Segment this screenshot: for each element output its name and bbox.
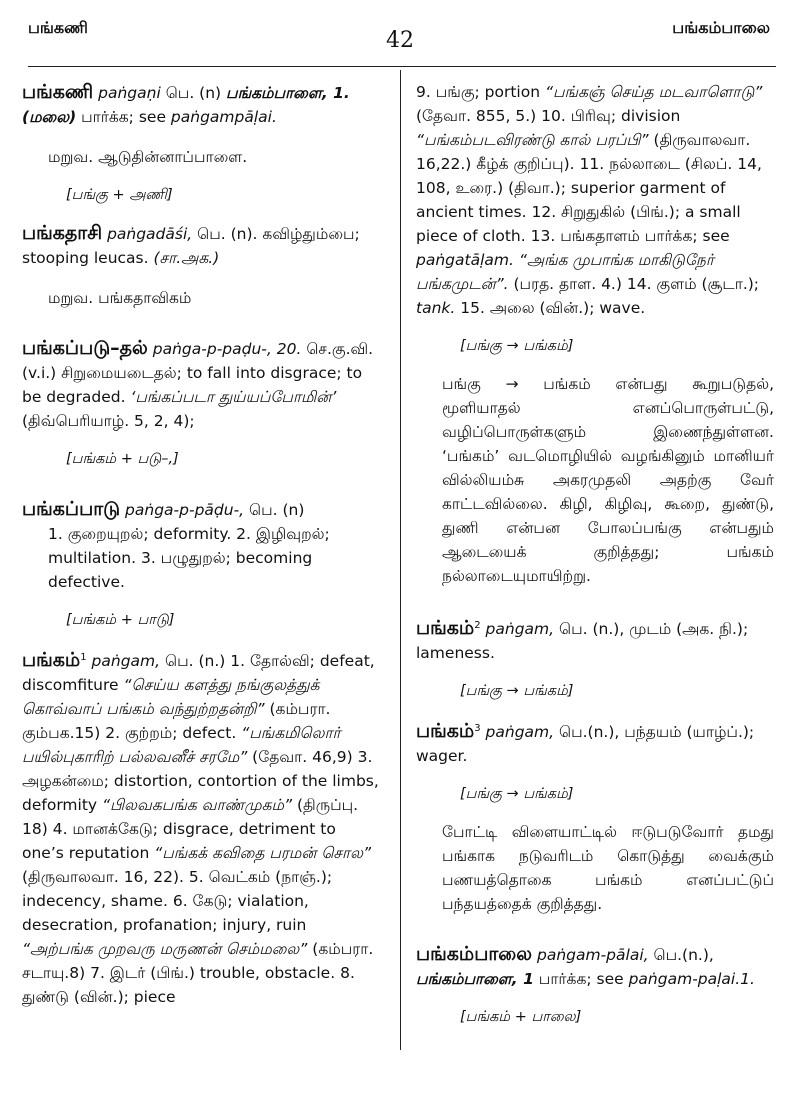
sense-14: 14. குளம் (சூடா.); [626, 275, 760, 293]
running-head-left: பங்கணி [28, 18, 88, 37]
header-rule [28, 66, 776, 67]
entry-pangappadu [22, 336, 380, 471]
etymology-note: போட்டி விளையாட்டில் ஈடுபடுவோர் தமது பங்காக நடுவரிடம் கொடுத்து வைக்கும் பணயத்தொகை பங்கம் எனப்பட்டுப் பந்தயத்தைக் குறித்தது. [442, 823, 774, 914]
sense-14-english: tank. [416, 299, 456, 317]
definition: பெ.(n.), பந்தயம் (யாழ்ப்.); wager. [416, 723, 755, 766]
entry-pangadasi [22, 221, 380, 310]
quotation-9: “பங்கஞ் செய்த மடவாளொடு” [544, 83, 763, 101]
sense-15: 15. அலை (வின்.); wave. [460, 299, 646, 317]
homograph-number: 3 [474, 723, 481, 735]
see-transliteration: paṅgam-paḷai.1. [628, 970, 755, 989]
source-citation: (திவ்பெரியாழ். 5, 2, 4); [22, 412, 195, 430]
entry-pangani [22, 80, 380, 207]
part-of-speech: செ.கு.வி. (v.i.) [22, 340, 374, 382]
citation-3: (திருப்பு. 18) [22, 796, 359, 839]
citation-1: (கம்பரா. கும்பக.15) [22, 700, 331, 743]
quotation: ‘பங்கப்படா துய்யப்போமின்’ [130, 388, 337, 406]
left-column [22, 80, 380, 1019]
see-label: பார்க்க; see [81, 108, 166, 126]
homograph-number: 1 [80, 652, 87, 663]
quotation-10: “பங்கம்படவிரண்டு கால் பரப்பி” [416, 131, 649, 149]
source-citation: (சா.அக.) [153, 249, 220, 267]
sense-3: 3. அழகன்மை; distortion, contortion of the limbs, deformity [22, 748, 379, 815]
cross-reference-note: (மலை) [22, 108, 77, 126]
etymology: [பங்கம் + படு–,] [66, 451, 179, 467]
sense-10: 10. பிரிவு; division [541, 107, 681, 125]
entry-pangam-3 [416, 717, 774, 916]
etymology: [பங்கு + அணி] [66, 187, 173, 203]
sense-6: 6. கேடு; vialation, desecration, profanation; injury, ruin [22, 892, 309, 935]
sense-4: 4. மானக்கேடு; disgrace, detriment to one’s reputation [22, 820, 336, 863]
transliteration: paṅgam, [91, 652, 161, 671]
sense-8: 8. துண்டு (வின்.); piece [22, 964, 355, 1007]
headword: பங்கம் [22, 649, 81, 672]
synonym: மறுவ. பங்கதாவிகம் [48, 289, 192, 307]
quotation-2: “பங்கமிலொர் பயில்புகாரிற் பல்லவனீச் சரமே” [22, 724, 341, 767]
quotation-3: “பிலவகபங்க வாண்முகம்” [102, 796, 293, 815]
sense-1: 1. தோல்வி; defeat, discomfiture [22, 652, 375, 695]
sense-7: 7. இடர் (பிங்.) trouble, obstacle. [90, 964, 336, 983]
etymology: [பங்கு → பங்கம்] [460, 683, 574, 700]
headword: பங்கம் [416, 617, 475, 640]
definition: பெ. (n.), முடம் (அக. நி.); lameness. [416, 620, 749, 663]
sense-5: 5. வெட்கம் (நாஞ்.); indecency, shame. [22, 868, 333, 911]
entry-pangappaadu [22, 497, 380, 632]
etymology: [பங்கு → பங்கம்] [460, 338, 574, 354]
part-of-speech: பெ. (n) [249, 501, 305, 519]
page-number: 42 [386, 28, 414, 53]
quotation-1: “செய்ய களத்து நங்குலத்துக் கொவ்வாப் பங்கம் வந்துற்றதன்றி” [22, 676, 320, 719]
part-of-speech: பெ. (n) [165, 84, 222, 102]
headword: பங்கம் [416, 720, 475, 743]
citation-6: (கம்பரா. சடாயு.8) [22, 940, 374, 983]
running-head-right: பங்கம்பாலை [672, 18, 770, 37]
transliteration: paṅgam, [485, 620, 555, 639]
sense-2: 2. குற்றம்; defect. [105, 724, 237, 743]
part-of-speech: பெ. (n.) [165, 652, 226, 671]
citation-4: (திருவாலவா. 16, 22). [22, 868, 184, 887]
transliteration: paṅga-p-paḍu-, 20. [152, 340, 302, 358]
definition-tamil: கவிழ்தும்பை; [262, 225, 360, 243]
citation-9: (தேவா. 855, 5.) [416, 107, 537, 125]
transliteration: paṅgam-pālai, [536, 946, 649, 965]
entry-pangam-1 [22, 646, 380, 1009]
see-transliteration: paṅgampāḷai. [170, 108, 277, 126]
sense-9: 9. பங்கு; portion [416, 83, 541, 101]
transliteration: paṅgadāśi, [107, 225, 193, 243]
cross-reference: பங்கம்பாளை, 1. [226, 84, 350, 102]
quotation-4: “பங்கக் கவிதை பரமன் சொல” [154, 844, 371, 863]
right-column [416, 80, 774, 1043]
definition-english: stooping leucas. [22, 249, 149, 267]
headword: பங்கப்பாடு [22, 498, 121, 520]
definition: 1. குறையுறல்; deformity. 2. இழிவுறல்; multilation. 3. பழுதுறல்; becoming defective. [48, 525, 330, 591]
synonym: மறுவ. ஆடுதின்னாப்பாளை. [48, 148, 248, 166]
etymology: [பங்கம் + பாலை] [460, 1009, 582, 1026]
citation-2: (தேவா. 46,9) [252, 748, 353, 767]
entry-pangampaalai [416, 942, 774, 1029]
transliteration: paṅga-p-pāḍu-, [125, 501, 245, 519]
sense-11: 11. நல்லாடை (சிலப். 14, 108, உரை.) (திவா.); superior garment of ancient times. [416, 155, 762, 221]
transliteration: paṅgam, [485, 723, 555, 742]
etymology: [பங்கு → பங்கம்] [460, 786, 574, 803]
entry-pangam-1-continued [416, 80, 774, 588]
definition: சிறுமையடைதல்; to fall into disgrace; to be degraded. [22, 364, 363, 406]
etymology: [பங்கம் + பாடு] [66, 612, 175, 628]
sense-13: 13. பங்கதாளம் பார்க்க; see [530, 227, 730, 245]
sense-13-transliteration: paṅgatāḷam. [416, 251, 514, 269]
quotation-6: “அற்பங்க முறவரு மருணன் செம்மலை” [22, 940, 308, 959]
etymology-note: பங்கு → பங்கம் என்பது கூறுபடுதல், மூளியாதல் எனப்பொருள்பட்டு, வழிப்பொருள்களும் இணைந்துள்ளன. ‘பங்கம்’ வடமொழியில் வழங்கினும் மானியர் வில்லியம்சு அகரமுதலி அதற்கு வேர் காட்டவில்லை. கிழி, கிழிவு, கூறை, துண்டு, துணி என்பன போலப்பங்கு என்பதும் ஆடையைக் குறித்தது; பங்கம் நல்லாடையுமாயிற்று. [442, 375, 774, 585]
citation-10: (திருவாலவா. 16,22.) கீழ்க் குறிப்பு). [416, 131, 751, 173]
see-label: பார்க்க; see [538, 970, 624, 989]
sense-12: 12. சிறுதுகில் (பிங்.); a small piece of cloth. [416, 203, 741, 245]
transliteration: paṅgaṇi [98, 84, 161, 102]
entry-pangam-2 [416, 614, 774, 703]
headword: பங்கதாசி [22, 222, 103, 244]
quotation-13: “அங்க முபாங்க மாகிடுநேர் பங்கமுடன்”. [416, 251, 714, 293]
headword: பங்கம்பாலை [416, 943, 533, 966]
headword: பங்கப்படு–தல் [22, 337, 148, 359]
part-of-speech: பெ.(n.), [653, 946, 714, 965]
cross-reference: பங்கம்பாளை, 1 [416, 970, 534, 989]
headword: பங்கணி [22, 81, 94, 103]
citation-13: (பரத. தாள. 4.) [513, 275, 622, 293]
part-of-speech: பெ. (n). [197, 225, 258, 243]
homograph-number: 2 [474, 620, 481, 631]
column-divider [400, 70, 401, 1050]
